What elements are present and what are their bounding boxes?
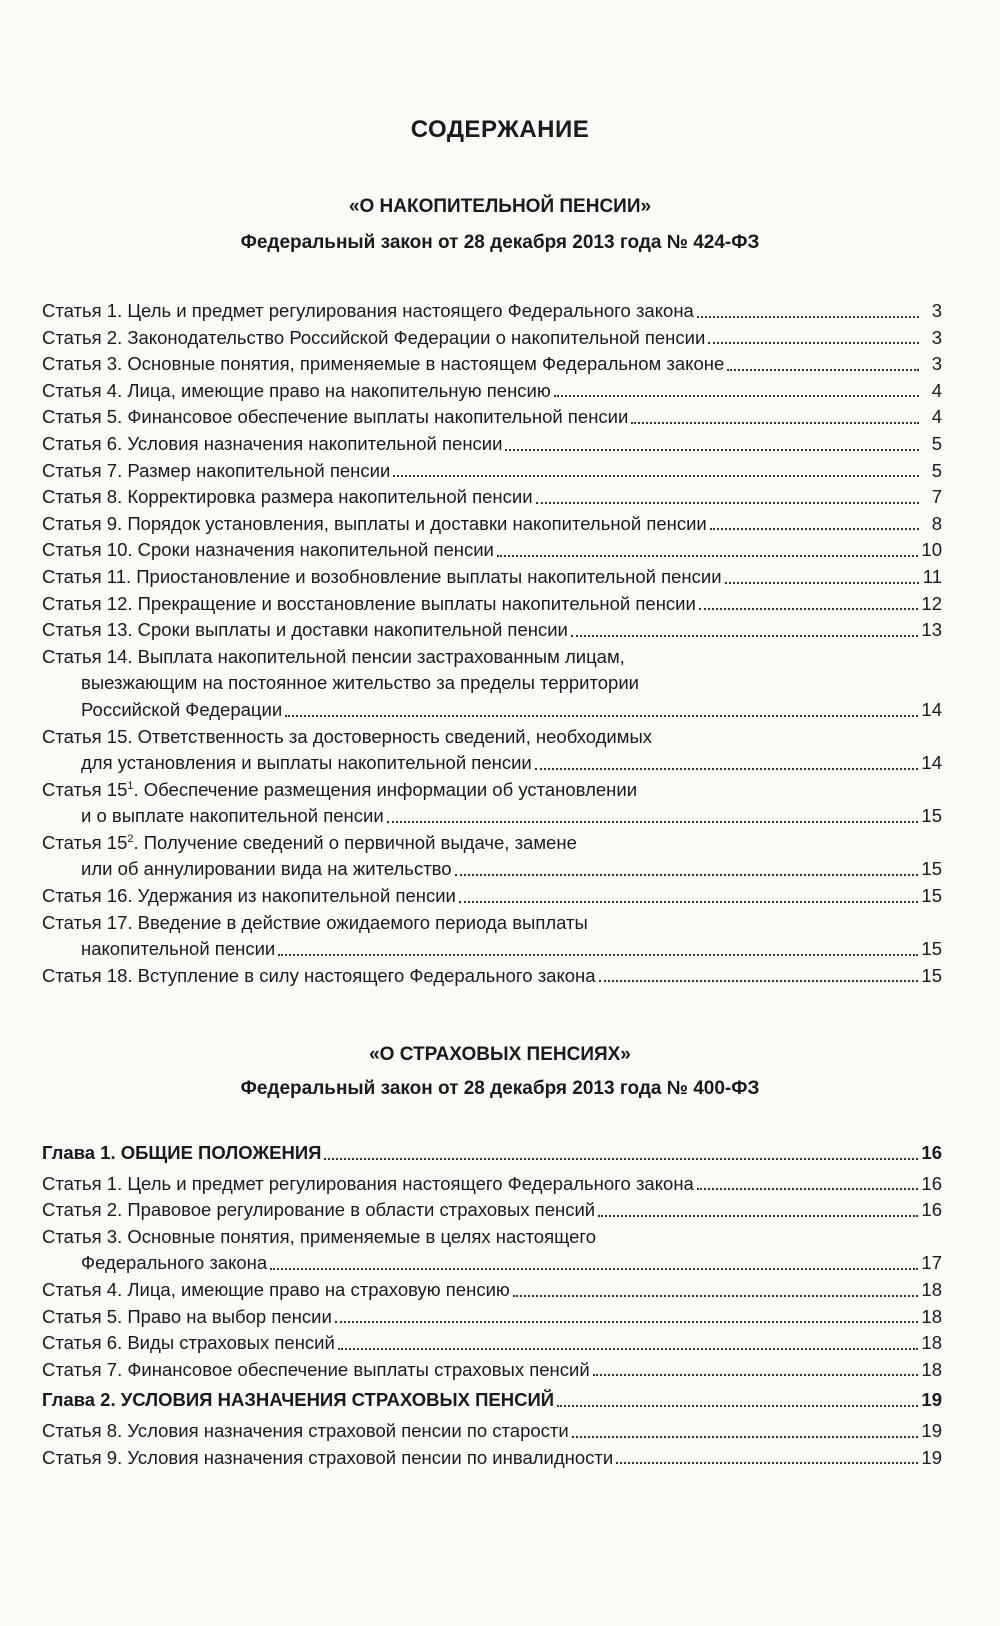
entry-text: Глава 2. УСЛОВИЯ НАЗНАЧЕНИЯ СТРАХОВЫХ ПЕНСИЙ bbox=[42, 1389, 555, 1411]
toc-line bbox=[42, 1445, 942, 1472]
toc-entry bbox=[42, 883, 942, 910]
toc-line bbox=[42, 936, 942, 963]
entry-text: Статья 6. Виды страховых пенсий bbox=[42, 1332, 335, 1354]
dot-leader bbox=[727, 369, 919, 371]
page-number: 18 bbox=[921, 1358, 942, 1380]
dot-leader bbox=[278, 954, 918, 956]
entry-text: Статья 1. Цель и предмет регулирования настоящего Федерального закона bbox=[42, 300, 694, 321]
toc-entry bbox=[42, 351, 942, 378]
entry-text: Статья 6. Условия назначения накопительной пенсии bbox=[42, 432, 503, 454]
toc-line bbox=[42, 1197, 942, 1224]
toc-line bbox=[42, 537, 942, 564]
dot-leader bbox=[593, 1374, 919, 1376]
entry-text: и о выплате накопительной пенсии bbox=[81, 805, 384, 827]
dot-leader bbox=[616, 1462, 918, 1464]
entry-superscript: 1 bbox=[127, 779, 134, 792]
toc-line bbox=[42, 644, 942, 671]
toc-line bbox=[42, 325, 942, 352]
toc-line bbox=[42, 378, 942, 405]
entry-text: Глава 1. ОБЩИЕ ПОЛОЖЕНИЯ bbox=[42, 1142, 322, 1163]
entry-superscript: 2 bbox=[127, 832, 134, 845]
dot-leader bbox=[387, 821, 919, 823]
toc-entry bbox=[42, 1277, 942, 1304]
toc-line bbox=[42, 750, 942, 777]
toc-line bbox=[42, 351, 942, 378]
toc-line bbox=[42, 670, 942, 697]
entry-text: Статья 3. Основные понятия, применяемые в настоящем Федеральном законе bbox=[42, 353, 725, 375]
dot-leader bbox=[335, 1321, 919, 1323]
page-number: 18 bbox=[921, 1305, 942, 1327]
dot-leader bbox=[599, 980, 919, 982]
page-number: 18 bbox=[921, 1332, 942, 1354]
toc-line bbox=[42, 404, 942, 431]
toc-line bbox=[42, 591, 942, 618]
toc-chapter bbox=[42, 1387, 942, 1414]
toc-line bbox=[42, 830, 942, 857]
dot-leader bbox=[557, 1405, 918, 1407]
toc-line bbox=[42, 1357, 942, 1384]
entry-text: Статья 9. Порядок установления, выплаты и доставки накопительной пенсии bbox=[42, 512, 707, 534]
entry-text: . Обеспечение размещения информации об установлении bbox=[133, 778, 638, 800]
entry-text: Федерального закона bbox=[81, 1252, 268, 1274]
toc-entry bbox=[42, 910, 942, 963]
page-number: 4 bbox=[931, 379, 942, 401]
entry-text: Статья 5. Финансовое обеспечение выплаты накопительной пенсии bbox=[42, 406, 629, 428]
entry-text: Статья 13. Сроки выплаты и доставки накопительной пенсии bbox=[42, 619, 568, 641]
toc-line bbox=[42, 1418, 942, 1445]
page-number: 11 bbox=[922, 565, 942, 587]
entry-text: Статья 3. Основные понятия, применяемые в целях настоящего bbox=[42, 1225, 597, 1247]
dot-leader bbox=[535, 768, 919, 770]
dot-leader bbox=[513, 1295, 919, 1297]
dot-leader bbox=[598, 1215, 918, 1217]
page-number: 3 bbox=[931, 353, 942, 375]
entry-text: Статья 2. Правовое регулирование в области страховых пенсий bbox=[42, 1199, 596, 1221]
page-number: 15 bbox=[921, 938, 942, 960]
page-number: 19 bbox=[921, 1419, 942, 1441]
page-number: 4 bbox=[931, 406, 942, 428]
toc-line bbox=[42, 1330, 942, 1357]
toc-entry bbox=[42, 644, 942, 724]
toc-entry bbox=[42, 298, 942, 325]
dot-leader bbox=[285, 715, 918, 717]
toc-line bbox=[42, 1140, 942, 1167]
page-number: 13 bbox=[921, 619, 942, 641]
toc-entry bbox=[42, 830, 942, 883]
page-number: 5 bbox=[931, 432, 942, 454]
toc-line bbox=[42, 484, 942, 511]
entry-text: Статья 16. Удержания из накопительной пенсии bbox=[42, 885, 456, 907]
dot-leader bbox=[505, 449, 919, 451]
page-number: 16 bbox=[921, 1172, 942, 1194]
entry-text: для установления и выплаты накопительной пенсии bbox=[81, 752, 532, 774]
entry-text: Статья 2. Законодательство Российской Федерации о накопительной пенсии bbox=[42, 326, 706, 348]
dot-leader bbox=[725, 582, 919, 584]
toc-line bbox=[42, 1250, 942, 1277]
entry-text: Статья 11. Приостановление и возобновление выплаты накопительной пенсии bbox=[42, 565, 722, 587]
dot-leader bbox=[270, 1268, 918, 1270]
entry-number: Статья 15 bbox=[42, 778, 128, 800]
dot-leader bbox=[710, 528, 919, 530]
dot-leader bbox=[455, 874, 919, 876]
page-number: 15 bbox=[921, 964, 942, 986]
entry-text: Статья 10. Сроки назначения накопительной пенсии bbox=[42, 539, 494, 561]
toc-line bbox=[42, 1304, 942, 1331]
toc-entry bbox=[42, 617, 942, 644]
toc-line bbox=[42, 1171, 942, 1198]
toc-entry bbox=[42, 431, 942, 458]
toc-line bbox=[42, 511, 942, 538]
dot-leader bbox=[697, 1188, 919, 1190]
toc-line bbox=[42, 910, 942, 937]
toc-entry bbox=[42, 963, 942, 990]
toc-line bbox=[42, 431, 942, 458]
toc-entry bbox=[42, 564, 942, 591]
dot-leader bbox=[572, 1436, 919, 1438]
toc-line bbox=[42, 883, 942, 910]
toc-entry bbox=[42, 458, 942, 485]
entry-text: Статья 4. Лица, имеющие право на страховую пенсию bbox=[42, 1278, 510, 1300]
entry-text: Статья 12. Прекращение и восстановление выплаты накопительной пенсии bbox=[42, 592, 696, 614]
toc-entry bbox=[42, 724, 942, 777]
page-number: 17 bbox=[921, 1252, 942, 1274]
entry-text: Статья 4. Лица, имеющие право на накопительную пенсию bbox=[42, 379, 551, 401]
entry-text: Российской Федерации bbox=[81, 698, 283, 720]
entry-text: Статья 15. Ответственность за достоверность сведений, необходимых bbox=[42, 725, 653, 747]
page-number: 10 bbox=[921, 539, 942, 561]
entry-text: Статья 17. Введение в действие ожидаемого периода выплаты bbox=[42, 911, 588, 933]
dot-leader bbox=[631, 422, 919, 424]
entry-number: Статья 15 bbox=[42, 831, 128, 853]
law-2-subtitle: Федеральный закон от 28 декабря 2013 года № 400-ФЗ bbox=[240, 1078, 760, 1099]
page-number: 5 bbox=[931, 459, 942, 481]
toc-line bbox=[42, 458, 942, 485]
toc-line bbox=[42, 298, 942, 325]
toc-entry bbox=[42, 1304, 942, 1331]
page-number: 16 bbox=[921, 1199, 942, 1221]
toc-entry bbox=[42, 325, 942, 352]
entry-text: или об аннулировании вида на жительство bbox=[81, 858, 452, 880]
dot-leader bbox=[536, 502, 919, 504]
dot-leader bbox=[324, 1158, 918, 1160]
entry-text: выезжающим на постоянное жительство за пределы территории bbox=[81, 672, 639, 694]
entry-text: Статья 7. Финансовое обеспечение выплаты страховых пенсий bbox=[42, 1358, 590, 1380]
entry-heading bbox=[42, 779, 637, 800]
entry-text: накопительной пенсии bbox=[81, 938, 276, 960]
toc-chapter bbox=[42, 1140, 942, 1167]
law-1-title: «О НАКОПИТЕЛЬНОЙ ПЕНСИИ» bbox=[348, 196, 652, 217]
toc-line bbox=[42, 777, 942, 804]
toc-line bbox=[42, 1224, 942, 1251]
page-number: 8 bbox=[931, 512, 942, 534]
dot-leader bbox=[554, 395, 919, 397]
toc-entry bbox=[42, 484, 942, 511]
entry-text: Статья 8. Условия назначения страховой пенсии по старости bbox=[42, 1419, 569, 1441]
entry-text: Статья 9. Условия назначения страховой пенсии по инвалидности bbox=[42, 1446, 614, 1468]
toc-entry bbox=[42, 511, 942, 538]
law-2-title: «О СТРАХОВЫХ ПЕНСИЯХ» bbox=[369, 1044, 631, 1065]
toc-line bbox=[42, 963, 942, 990]
page-number: 19 bbox=[921, 1389, 942, 1411]
toc-entry bbox=[42, 537, 942, 564]
entry-text: Статья 14. Выплата накопительной пенсии застрахованным лицам, bbox=[42, 645, 625, 667]
dot-leader bbox=[393, 475, 919, 477]
toc-line bbox=[42, 803, 942, 830]
page-number: 12 bbox=[921, 592, 942, 614]
toc-entry bbox=[42, 378, 942, 405]
toc-entry bbox=[42, 591, 942, 618]
toc-entry bbox=[42, 777, 942, 830]
page-number: 16 bbox=[921, 1142, 942, 1163]
dot-leader bbox=[708, 342, 919, 344]
toc-entry bbox=[42, 1330, 942, 1357]
page-number: 3 bbox=[931, 300, 942, 321]
page-number: 15 bbox=[921, 805, 942, 827]
law-2-toc bbox=[42, 1140, 942, 1471]
toc-line bbox=[42, 856, 942, 883]
toc-entry bbox=[42, 1224, 942, 1277]
toc-line bbox=[42, 1277, 942, 1304]
entry-text: Статья 7. Размер накопительной пенсии bbox=[42, 459, 391, 481]
dot-leader bbox=[697, 316, 919, 318]
law-1-subtitle: Федеральный закон от 28 декабря 2013 года № 424-ФЗ bbox=[240, 232, 760, 253]
toc-line bbox=[42, 1387, 942, 1414]
dot-leader bbox=[699, 608, 919, 610]
entry-text: Статья 5. Право на выбор пенсии bbox=[42, 1305, 332, 1327]
page-number: 18 bbox=[921, 1278, 942, 1300]
entry-text: Статья 18. Вступление в силу настоящего Федерального закона bbox=[42, 964, 596, 986]
page-number: 14 bbox=[921, 752, 942, 774]
toc-line bbox=[42, 724, 942, 751]
dot-leader bbox=[338, 1348, 919, 1350]
dot-leader bbox=[571, 635, 919, 637]
page-number: 19 bbox=[921, 1446, 942, 1468]
toc-line bbox=[42, 564, 942, 591]
toc-entry bbox=[42, 1171, 942, 1198]
toc-entry bbox=[42, 1197, 942, 1224]
entry-text: Статья 8. Корректировка размера накопительной пенсии bbox=[42, 486, 533, 508]
entry-heading bbox=[42, 832, 577, 853]
toc-entry bbox=[42, 1418, 942, 1445]
dot-leader bbox=[459, 901, 919, 903]
page-number: 3 bbox=[931, 326, 942, 348]
page-number: 15 bbox=[921, 858, 942, 880]
toc-line bbox=[42, 697, 942, 724]
page-number: 15 bbox=[921, 885, 942, 907]
entry-text: Статья 1. Цель и предмет регулирования настоящего Федерального закона bbox=[42, 1172, 694, 1194]
toc-entry bbox=[42, 1357, 942, 1384]
law-1-toc bbox=[42, 298, 942, 989]
toc-entry bbox=[42, 404, 942, 431]
toc-entry bbox=[42, 1445, 942, 1472]
entry-text: . Получение сведений о первичной выдаче, замене bbox=[133, 831, 577, 853]
toc-line bbox=[42, 617, 942, 644]
page-title: СОДЕРЖАНИЕ bbox=[410, 116, 590, 143]
page-number: 14 bbox=[921, 698, 942, 720]
page-number: 7 bbox=[931, 486, 942, 508]
dot-leader bbox=[497, 555, 919, 557]
